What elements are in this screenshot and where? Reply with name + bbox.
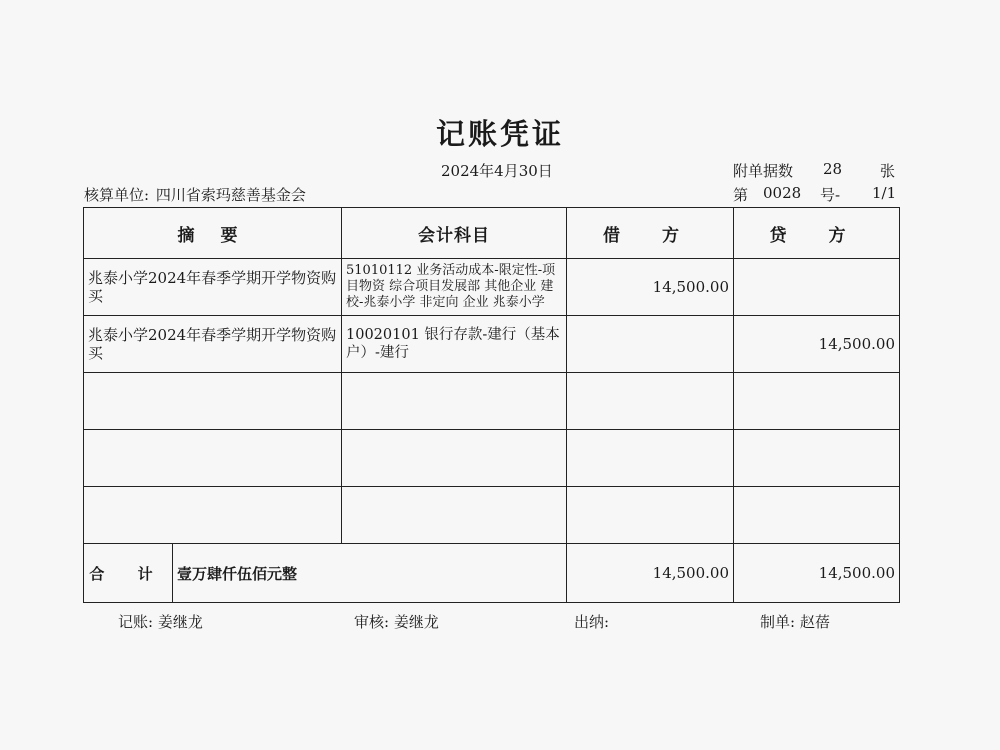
table-row bbox=[84, 487, 900, 544]
row-debit bbox=[567, 487, 734, 544]
row-credit bbox=[734, 259, 900, 316]
row-credit bbox=[734, 430, 900, 487]
table-row bbox=[84, 259, 900, 316]
total-debit: 14,500.00 bbox=[567, 544, 734, 603]
row-summary: 兆泰小学2024年春季学期开学物资购买 bbox=[84, 316, 342, 373]
total-amount-words: 壹万肆仟伍佰元整 bbox=[177, 564, 298, 583]
attachments-count: 28 bbox=[823, 160, 843, 178]
row-summary bbox=[84, 487, 342, 544]
row-account bbox=[342, 487, 567, 544]
row-account: 10020101 银行存款-建行（基本户）-建行 bbox=[342, 316, 567, 373]
unit-name: 四川省索玛慈善基金会 bbox=[155, 186, 306, 204]
attachments-label: 附单据数 bbox=[733, 162, 794, 180]
preparer bbox=[760, 611, 830, 632]
cashier-label: 出纳: bbox=[574, 613, 610, 631]
reviewer-name: 姜继龙 bbox=[393, 613, 439, 631]
voucher-no: 0028 bbox=[763, 184, 802, 202]
table-row bbox=[84, 430, 900, 487]
reviewer-label: 审核: bbox=[354, 613, 390, 631]
cashier bbox=[574, 611, 609, 632]
total-cell bbox=[84, 544, 567, 603]
row-account bbox=[342, 373, 567, 430]
voucher-no-label: 第 bbox=[733, 186, 749, 204]
attachments-unit: 张 bbox=[880, 162, 896, 180]
voucher-title: 记账凭证 bbox=[435, 117, 564, 151]
total-label: 合 计 bbox=[84, 544, 173, 602]
table-row bbox=[84, 316, 900, 373]
row-summary: 兆泰小学2024年春季学期开学物资购买 bbox=[84, 259, 342, 316]
total-credit: 14,500.00 bbox=[734, 544, 900, 603]
voucher-no-unit: 号- bbox=[820, 186, 841, 204]
row-summary bbox=[84, 373, 342, 430]
voucher-table bbox=[83, 207, 900, 603]
preparer-name: 赵蓓 bbox=[799, 613, 830, 631]
table-row bbox=[84, 373, 900, 430]
preparer-label: 制单: bbox=[760, 613, 796, 631]
bookkeeper-label: 记账: bbox=[118, 613, 154, 631]
accounting-unit bbox=[84, 184, 308, 205]
row-account bbox=[342, 430, 567, 487]
row-debit bbox=[567, 373, 734, 430]
row-credit: 14,500.00 bbox=[734, 316, 900, 373]
header-summary: 摘 要 bbox=[84, 208, 342, 259]
page-number: 1/1 bbox=[872, 184, 897, 202]
header-account: 会计科目 bbox=[342, 208, 567, 259]
row-summary bbox=[84, 430, 342, 487]
row-credit bbox=[734, 373, 900, 430]
header-debit: 借 方 bbox=[567, 208, 734, 259]
header-credit: 贷 方 bbox=[734, 208, 900, 259]
row-credit bbox=[734, 487, 900, 544]
row-account: 51010112 业务活动成本-限定性-项目物资 综合项目发展部 其他企业 建校-兆泰小学 非定向 企业 兆泰小学 bbox=[342, 259, 567, 316]
reviewer bbox=[354, 611, 439, 632]
voucher-date: 2024年4月30日 bbox=[441, 162, 553, 180]
row-debit: 14,500.00 bbox=[567, 259, 734, 316]
row-debit bbox=[567, 430, 734, 487]
total-row bbox=[84, 544, 900, 603]
bookkeeper bbox=[118, 611, 203, 632]
table-header-row bbox=[84, 208, 900, 259]
row-debit bbox=[567, 316, 734, 373]
bookkeeper-name: 姜继龙 bbox=[157, 613, 203, 631]
unit-label: 核算单位: bbox=[84, 186, 150, 204]
